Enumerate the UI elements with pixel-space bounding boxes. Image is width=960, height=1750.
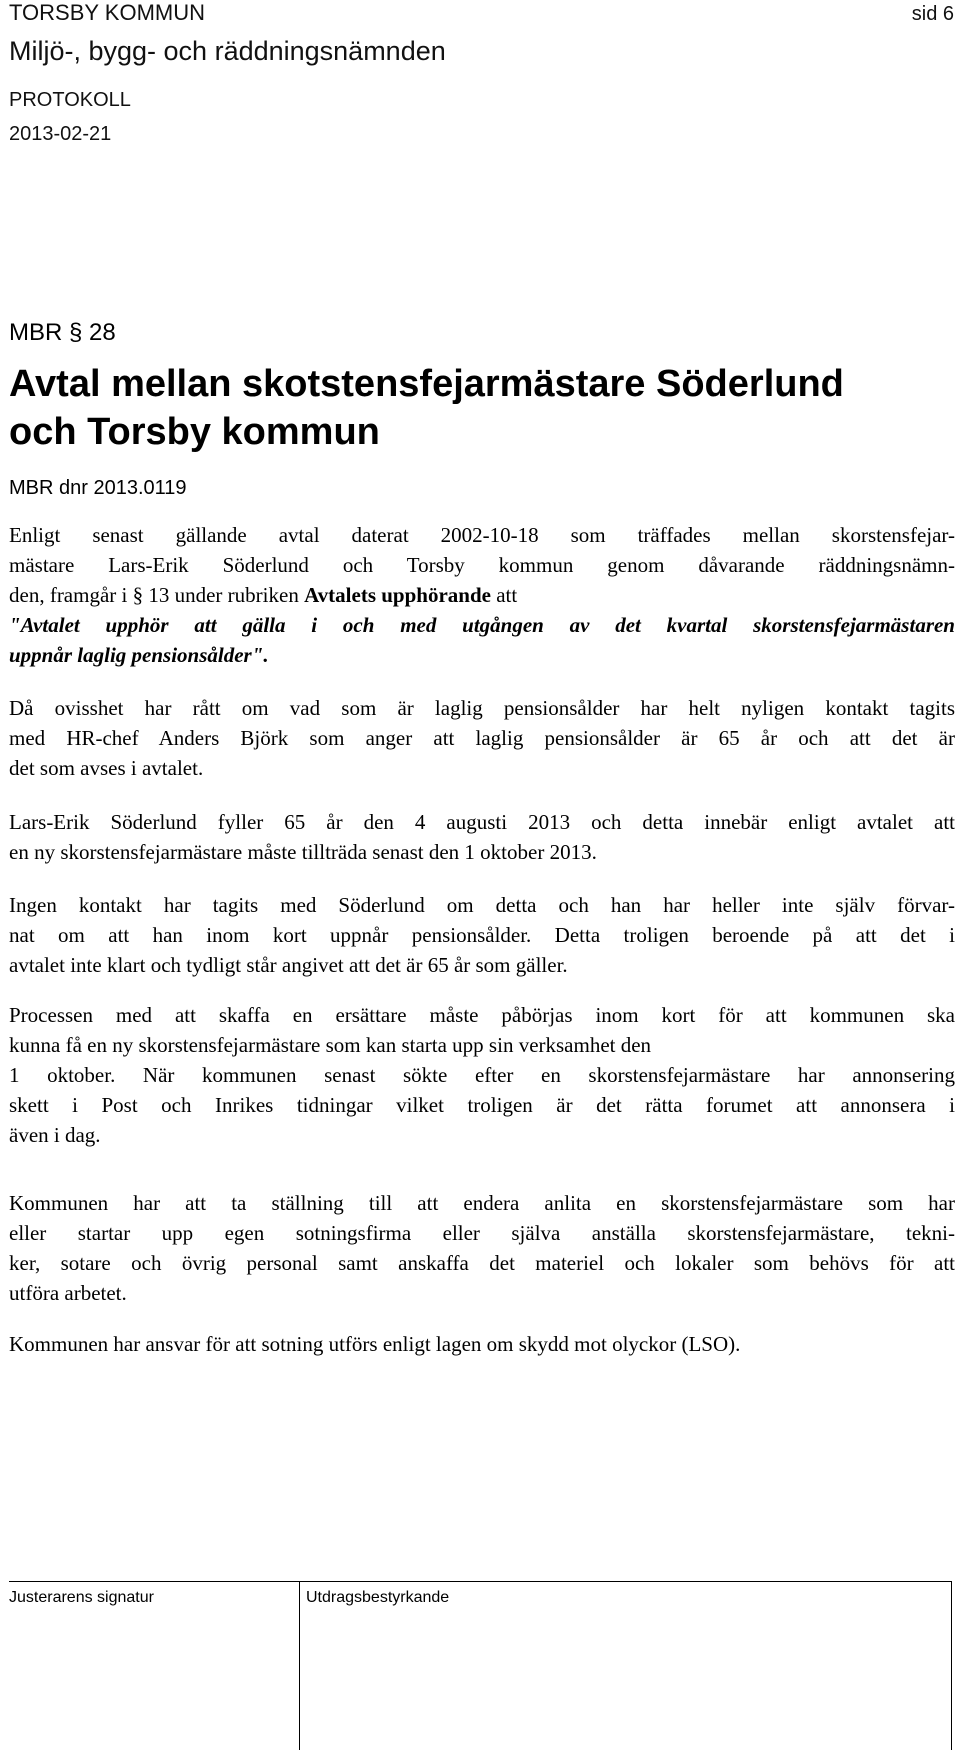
paragraph-responsibility <box>9 1329 955 1359</box>
paragraph-line <box>9 580 955 610</box>
paragraph-line: Då ovisshet har rått om vad som är laglig pensionsålder har helt nyligen kontakt tagits <box>9 696 955 720</box>
extract-box <box>300 1581 952 1750</box>
text-run: den, framgår i § 13 under rubriken <box>9 583 305 607</box>
paragraph-line: ker, sotare och övrig personal samt anskaffa det materiel och lokaler som behövs för att <box>9 1251 955 1275</box>
organization-name: TORSBY KOMMUN <box>9 0 205 25</box>
paragraph-line: Kommunen har att ta ställning till att endera anlita en skorstensfejarmästare som har <box>9 1191 955 1215</box>
paragraph-line: mästare Lars-Erik Söderlund och Torsby kommun genom dåvarande räddningsnämn- <box>9 553 955 577</box>
text-run: att <box>490 583 518 607</box>
paragraph-pension-age <box>9 693 955 783</box>
section-title-line-2: och Torsby kommun <box>9 411 380 453</box>
paragraph-line: Enligt senast gällande avtal daterat 2002-10-18 som träffades mellan skorstensfejar- <box>9 523 955 547</box>
paragraph-line: med HR-chef Anders Björk som anger att laglig pensionsålder är 65 år och att det är <box>9 726 955 750</box>
section-number: MBR § 28 <box>9 319 116 346</box>
paragraph-line: kunna få en ny skorstensfejarmästare som kan starta upp sin verksamhet den <box>9 1033 652 1057</box>
meeting-date: 2013-02-21 <box>9 123 112 145</box>
paragraph-line: avtalet inte klart och tydligt står angivet att det är 65 år som gäller. <box>9 953 568 977</box>
paragraph-line: det som avses i avtalet. <box>9 756 204 780</box>
section-title <box>9 360 949 456</box>
board-name: Miljö-, bygg- och räddningsnämnden <box>9 36 446 66</box>
paragraph-line: även i dag. <box>9 1123 101 1147</box>
signature-box <box>9 1581 300 1750</box>
quoted-clause-line: "Avtalet upphör att gälla i och med utgången av det kvartal skorstensfejarmästaren <box>9 613 955 637</box>
paragraph-options <box>9 1188 955 1308</box>
quoted-clause-line: uppnår laglig pensionsålder". <box>9 643 269 667</box>
paragraph-line: Processen med att skaffa en ersättare måste påbörjas inom kort för att kommunen ska <box>9 1003 955 1027</box>
signature-label: Justerarens signatur <box>9 1589 154 1606</box>
paragraph-birthday <box>9 807 955 867</box>
paragraph-agreement <box>9 520 955 670</box>
case-reference: MBR dnr 2013.0119 <box>9 477 187 499</box>
paragraph-no-contact <box>9 890 955 980</box>
paragraph-line: Ingen kontakt har tagits med Söderlund om detta och han har heller inte själv förvar- <box>9 893 955 917</box>
paragraph-line: 1 oktober. När kommunen senast sökte efter en skorstensfejarmästare har annonsering <box>9 1063 955 1087</box>
paragraph-line: en ny skorstensfejarmästare måste tillträda senast den 1 oktober 2013. <box>9 840 597 864</box>
paragraph-line: Kommunen har ansvar för att sotning utförs enligt lagen om skydd mot olyckor (LSO). <box>9 1332 741 1356</box>
paragraph-line: utföra arbetet. <box>9 1281 127 1305</box>
paragraph-recruitment <box>9 1000 955 1150</box>
page-number: sid 6 <box>911 3 954 25</box>
document-type: PROTOKOLL <box>9 89 131 111</box>
extract-label: Utdragsbestyrkande <box>306 1589 450 1606</box>
section-title-line-1: Avtal mellan skotstensfejarmästare Söderlund <box>9 363 844 405</box>
paragraph-line: skett i Post och Inrikes tidningar vilket troligen är det rätta forumet att annonsera i <box>9 1093 955 1117</box>
paragraph-line: eller startar upp egen sotningsfirma eller själva anställa skorstensfejarmästare, tekni- <box>9 1221 955 1245</box>
paragraph-line: Lars-Erik Söderlund fyller 65 år den 4 augusti 2013 och detta innebär enligt avtalet att <box>9 810 955 834</box>
rubric-name: Avtalets upphörande <box>304 583 491 607</box>
paragraph-line: nat om att han inom kort uppnår pensionsålder. Detta troligen beroende på att det i <box>9 923 955 947</box>
